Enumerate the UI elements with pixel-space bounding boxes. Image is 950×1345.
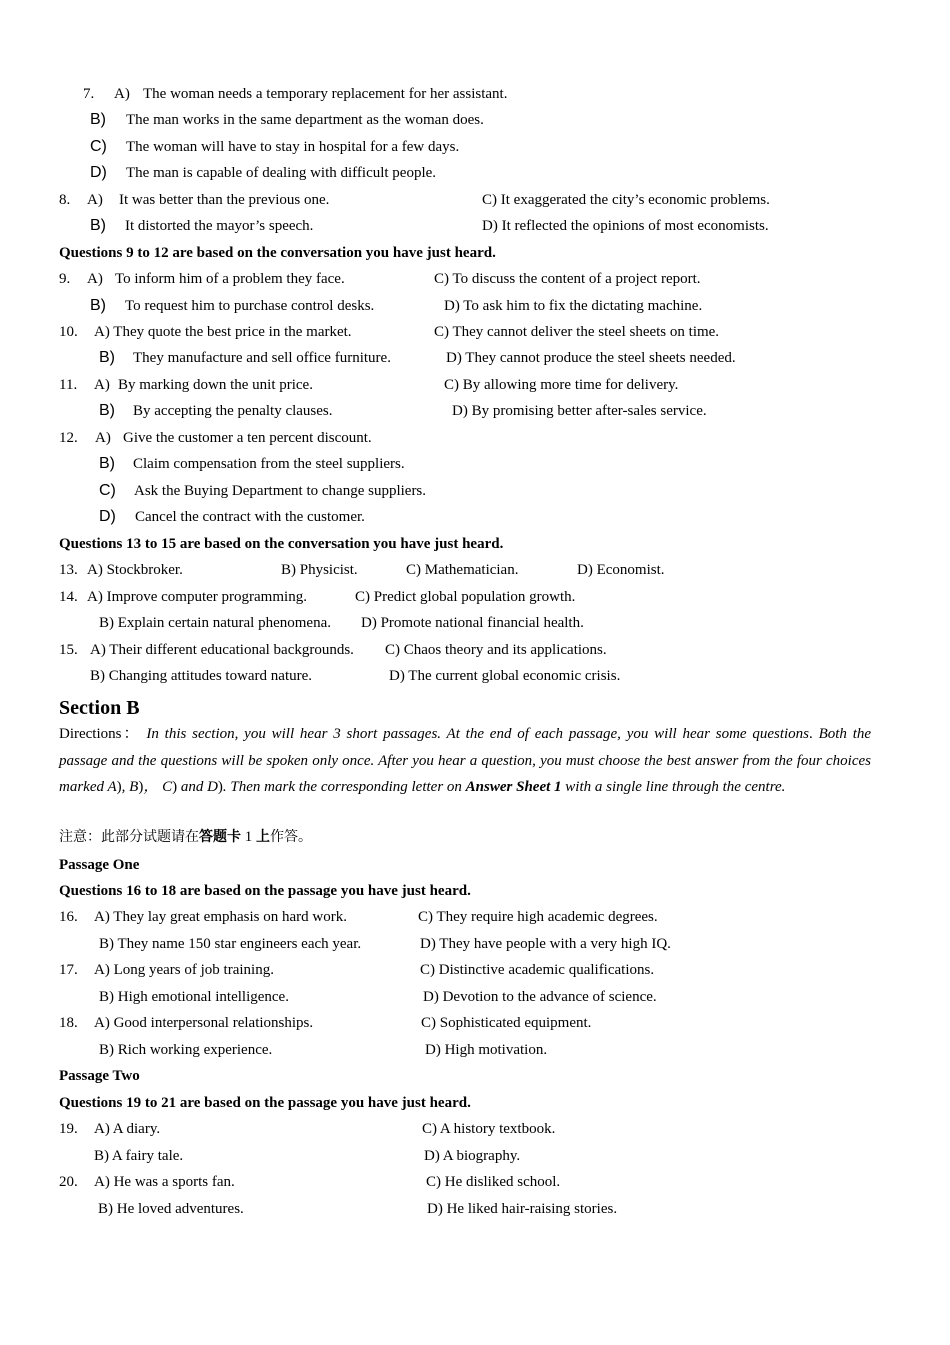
option-a-text: A) He was a sports fan. [94,1174,235,1190]
option-d-text: D) They cannot produce the steel sheets needed. [446,350,736,366]
option-a-text: A) Long years of job training. [94,962,274,978]
directions-label: Directions： [59,726,141,742]
option-a-text: A) Their different educational backgrounds. [90,642,354,658]
option-letter: B) [99,402,115,419]
option-b-text: B) Changing attitudes toward nature. [90,668,313,684]
directions-text-1: In this section, you will hear 3 short passages. At the end of each passage, you will hear some questions [146,726,810,742]
note-answer-sheet: 答题卡 [199,829,241,845]
option-b-text: B) A fairy tale. [94,1148,184,1164]
directions-paren-4: ) [217,779,223,795]
question-number: 9. [59,271,71,287]
option-c-text: C) He disliked school. [426,1174,561,1190]
question-number: 8. [59,192,71,208]
question-number: 7. [83,86,95,102]
option-letter: A) [95,430,111,446]
directions-text-6: . Then mark the corresponding letter on [222,779,462,795]
option-letter: B) [99,455,115,472]
option-letter: A) [94,377,110,393]
option-b-text: They manufacture and sell office furniture. [133,350,391,366]
note-on: 上 [256,829,270,845]
option-b-text: B) High emotional intelligence. [99,989,289,1005]
option-letter: B) [90,111,106,128]
option-text: Ask the Buying Department to change suppliers. [134,483,427,499]
option-text: The woman will have to stay in hospital for a few days. [126,139,460,155]
option-a-text: By marking down the unit price. [118,377,313,393]
section-title-text: Section B [59,697,140,719]
option-c-text: C) By allowing more time for delivery. [444,377,679,393]
option-letter: C) [99,482,116,499]
option-d-text: D) High motivation. [425,1042,548,1058]
option-b-text: To request him to purchase control desks. [125,298,375,314]
question-number: 10. [59,324,78,340]
directions-text-3: , B [121,779,139,795]
option-letter: D) [99,508,116,525]
question-number: 16. [59,909,78,925]
question-number: 18. [59,1015,78,1031]
option-text: The man works in the same department as the woman does. [126,112,484,128]
option-d-text: D) The current global economic crisis. [389,668,621,684]
option-c-text: C) To discuss the content of a project report. [434,271,701,287]
question-number: 13. [59,562,78,578]
header-text: Questions 13 to 15 are based on the conversation you have just heard. [59,536,504,552]
option-a-text: A) A diary. [94,1121,161,1137]
option-d-text: D) Economist. [577,562,665,578]
option-letter: A) [87,271,103,287]
directions-text-4: ， C [143,779,173,795]
option-b-text: B) Rich working experience. [99,1042,273,1058]
question-number: 12. [59,430,78,446]
option-d-text: D) Devotion to the advance of science. [423,989,657,1005]
directions-paren-1: ) [116,779,122,795]
option-b-text: B) They name 150 star engineers each year. [99,936,362,952]
note-line [59,828,312,846]
question-number: 17. [59,962,78,978]
question-number: 19. [59,1121,78,1137]
note-number: 1 [244,829,253,845]
question-number: 20. [59,1174,78,1190]
option-c-text: C) It exaggerated the city’s economic problems. [482,192,770,208]
question-number: 14. [59,589,78,605]
option-letter: B) [90,217,106,234]
option-c-text: C) Distinctive academic qualifications. [420,962,655,978]
directions-dot: . [809,726,813,742]
header-text: Questions 19 to 21 are based on the passage you have just heard. [59,1095,471,1111]
option-d-text: D) It reflected the opinions of most economists. [482,218,769,234]
section-b-directions [59,721,871,801]
option-letter: A) [87,192,103,208]
option-letter: B) [99,349,115,366]
directions-text-7: with a single line through the centre. [565,779,786,795]
option-b-text: B) Explain certain natural phenomena. [99,615,331,631]
passage-title-text: Passage Two [59,1068,140,1084]
option-letter: B) [90,297,106,314]
question-number: 11. [59,377,78,393]
option-letter: C) [90,138,107,155]
option-a-text: A) They lay great emphasis on hard work. [94,909,347,925]
note-suffix: 作答。 [270,829,312,845]
option-d-text: D) They have people with a very high IQ. [420,936,671,952]
option-b-text: B) He loved adventures. [98,1201,244,1217]
header-text: Questions 16 to 18 are based on the passage you have just heard. [59,883,471,899]
option-c-text: C) Predict global population growth. [355,589,576,605]
option-d-text: D) By promising better after-sales service. [452,403,707,419]
directions-text-5: and D [177,779,218,795]
option-d-text: D) A biography. [424,1148,521,1164]
option-d-text: D) To ask him to fix the dictating machine. [444,298,703,314]
option-b-text: By accepting the penalty clauses. [133,403,333,419]
option-d-text: D) Promote national financial health. [361,615,584,631]
option-text: The woman needs a temporary replacement for her assistant. [143,86,508,102]
option-letter: A) [114,86,130,102]
option-a-text: It was better than the previous one. [119,192,330,208]
option-a-text: A) Stockbroker. [87,562,183,578]
option-c-text: C) They cannot deliver the steel sheets on time. [434,324,720,340]
option-b-text: B) Physicist. [281,562,358,578]
option-letter: D) [90,164,107,181]
option-a-text: To inform him of a problem they face. [115,271,345,287]
option-text: The man is capable of dealing with difficult people. [126,165,437,181]
option-text: Give the customer a ten percent discount. [123,430,372,446]
option-c-text: C) Mathematician. [406,562,519,578]
option-c-text: C) Sophisticated equipment. [421,1015,592,1031]
passage-title-text: Passage One [59,857,140,873]
question-number: 15. [59,642,78,658]
option-b-text: It distorted the mayor’s speech. [125,218,314,234]
option-a-text: A) Good interpersonal relationships. [94,1015,314,1031]
directions-paren-3: ) [172,779,178,795]
option-d-text: D) He liked hair-raising stories. [427,1201,618,1217]
directions-text-2: Both the passage and the questions will be spoken only once. After you hear a question, you must choose the best answer from the four choices marked A [59,726,872,795]
option-text: Cancel the contract with the customer. [135,509,365,525]
option-c-text: C) A history textbook. [422,1121,556,1137]
option-a-text: A) Improve computer programming. [87,589,307,605]
directions-paren-2: ) [138,779,144,795]
note-prefix: 注意：此部分试题请在 [59,829,199,845]
option-c-text: C) Chaos theory and its applications. [385,642,607,658]
option-a-text: A) They quote the best price in the market. [94,324,352,340]
header-text: Questions 9 to 12 are based on the conversation you have just heard. [59,245,496,261]
option-text: Claim compensation from the steel suppliers. [133,456,405,472]
option-c-text: C) They require high academic degrees. [418,909,658,925]
answer-sheet-label: Answer Sheet 1 [465,779,562,795]
